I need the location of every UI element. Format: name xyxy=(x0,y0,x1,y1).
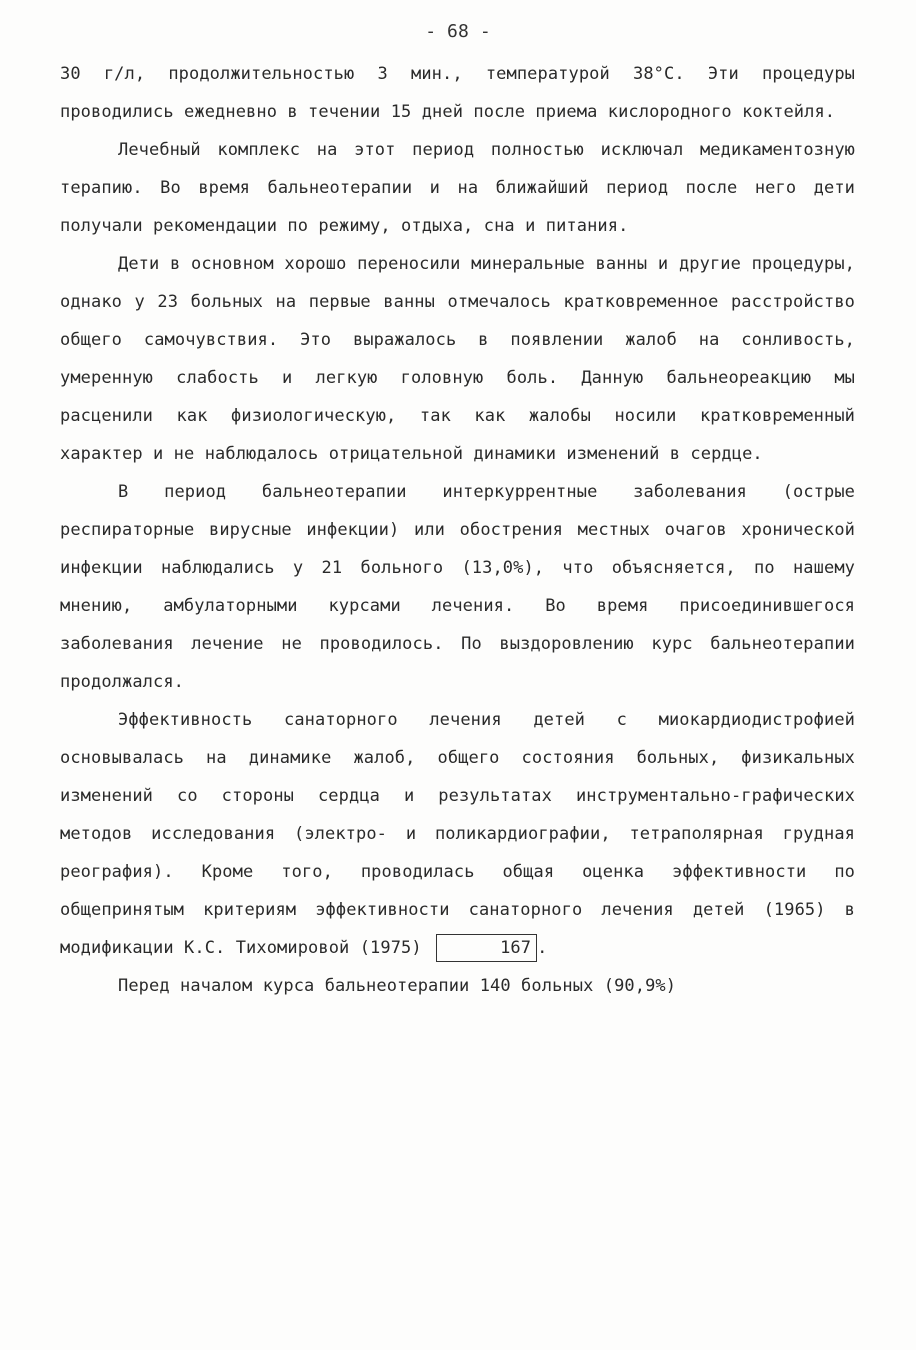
document-body xyxy=(60,55,855,1005)
page-number: - 68 - xyxy=(425,21,491,42)
citation-tail: . xyxy=(537,938,548,958)
paragraph: Лечебный комплекс на этот период полностью исключал медикаментозную терапию. Во время бальнеотерапии и на ближайший период после него дети получали рекомендации по режиму, отдыха, сна и питания. xyxy=(60,140,855,236)
paragraph: В период бальнеотерапии интеркуррентные заболевания (острые респираторные вирусные инфекции) или обострения местных очагов хронической инфекции наблюдались у 21 больного (13,0%), что объясняется, по нашему мнению, амбулаторными курсами лечения. Во время присоединившегося заболевания лечение не проводилось. По выздоровлению курс бальнеотерапии продолжался. xyxy=(60,482,855,692)
paragraph-text: Эффективность санаторного лечения детей с миокардиодистрофией основывалась на динамике жалоб, общего состояния больных, физикальных изменений со стороны сердца и результатах инструментально-графических методов исследования (электро- и поликардиографии, тетраполярная грудная реография). Кроме того, проводилась общая оценка эффективности по общепринятым критериям эффективности санаторного лечения детей (1965) в модификации К.С. Тихомировой (1975) xyxy=(60,710,855,958)
citation-reference: 167 xyxy=(436,934,537,962)
paragraph: 30 г/л, продолжительностью 3 мин., температурой 38°С. Эти процедуры проводились ежедневно в течении 15 дней после приема кислородного коктейля. xyxy=(60,64,855,122)
paragraph: Перед началом курса бальнеотерапии 140 больных (90,9%) xyxy=(118,976,677,996)
paragraph: Дети в основном хорошо переносили минеральные ванны и другие процедуры, однако у 23 больных на первые ванны отмечалось кратковременное расстройство общего самочувствия. Это выражалось в появлении жалоб на сонливость, умеренную слабость и легкую головную боль. Данную бальнеореакцию мы расценили как физиологическую, так как жалобы носили кратковременный характер и не наблюдалось отрицательной динамики изменений в сердце. xyxy=(60,254,855,464)
paragraph-with-citation xyxy=(60,701,855,967)
